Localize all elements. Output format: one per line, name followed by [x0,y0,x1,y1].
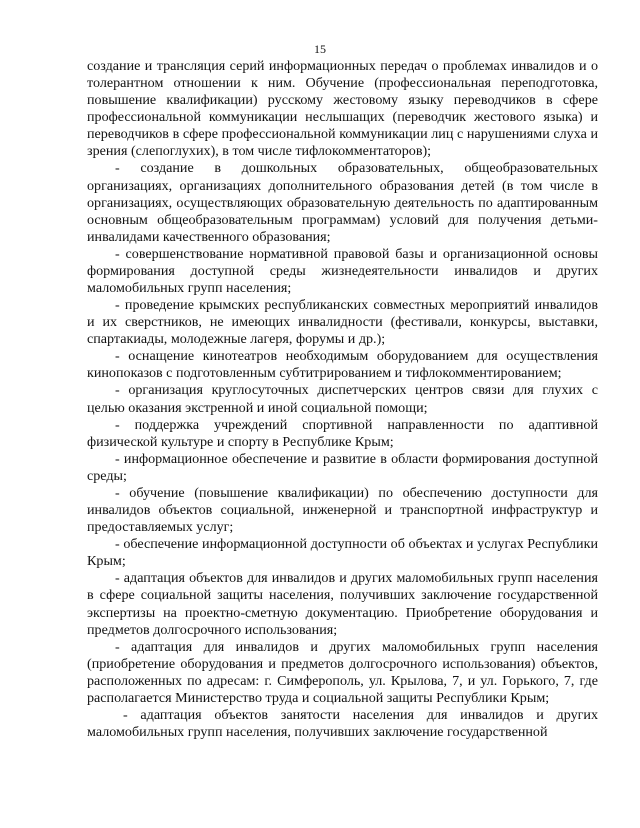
list-item: - организация круглосуточных диспетчерских центров связи для глухих с целью оказания экстренной и иной социальной помощи; [87,382,598,416]
list-item: - обеспечение информационной доступности об объектах и услугах Республики Крым; [87,536,598,570]
paragraph: создание и трансляция серий информационных передач о проблемах инвалидов и о толерантном отношении к ним. Обучение (профессиональная переподготовка, повышение квалификации) русскому жестовому языку переводчиков в сфере профессиональной коммуникации неслышащих (переводчик жестового языка) и переводчиков в сфере профессиональной коммуникации лиц с нарушениями слуха и зрения (слепоглухих), в том числе тифлокомментаторов); [87,58,598,160]
list-item: - совершенствование нормативной правовой базы и организационной основы формирования доступной среды жизнедеятельности инвалидов и других маломобильных групп населения; [87,245,598,297]
list-item: - адаптация объектов для инвалидов и других маломобильных групп населения в сфере социальной защиты населения, получивших заключение государственной экспертизы на проектно-сметную документацию. Приобретение оборудования и предметов долгосрочного использования; [87,570,598,638]
list-item: - обучение (повышение квалификации) по обеспечению доступности для инвалидов объектов социальной, инженерной и транспортной инфраструктур и предоставляемых услуг; [87,484,598,536]
page-number: 15 [314,42,326,56]
list-item: - создание в дошкольных образовательных, общеобразовательных организациях, организациях дополнительного образования детей (в том числе в организациях, осуществляющих образовательную деятельность по адаптированным основным общеобразовательным программам) условий для получения детьми-инвалидами качественного образования; [87,160,598,245]
list-item: - адаптация объектов занятости населения для инвалидов и других маломобильных групп населения, получивших заключение государственной [87,706,598,741]
document-body [87,58,598,741]
list-item: - оснащение кинотеатров необходимым оборудованием для осуществления кинопоказов с подготовленным субтитрированием и тифлокомментированием; [87,348,598,382]
list-item: - информационное обеспечение и развитие в области формирования доступной среды; [87,450,598,484]
list-item: - проведение крымских республиканских совместных мероприятий инвалидов и их сверстников, не имеющих инвалидности (фестивали, конкурсы, выставки, спартакиады, молодежные лагеря, форумы и др.); [87,297,598,348]
list-item: - поддержка учреждений спортивной направленности по адаптивной физической культуре и спорту в Республике Крым; [87,416,598,450]
list-item: - адаптация для инвалидов и других маломобильных групп населения (приобретение оборудования и предметов долгосрочного использования) объектов, расположенных по адресам: г. Симферополь, ул. Крылова, 7, и ул. Горького, 7, где располагается Министерство труда и социальной защиты Республики Крым; [87,638,598,706]
